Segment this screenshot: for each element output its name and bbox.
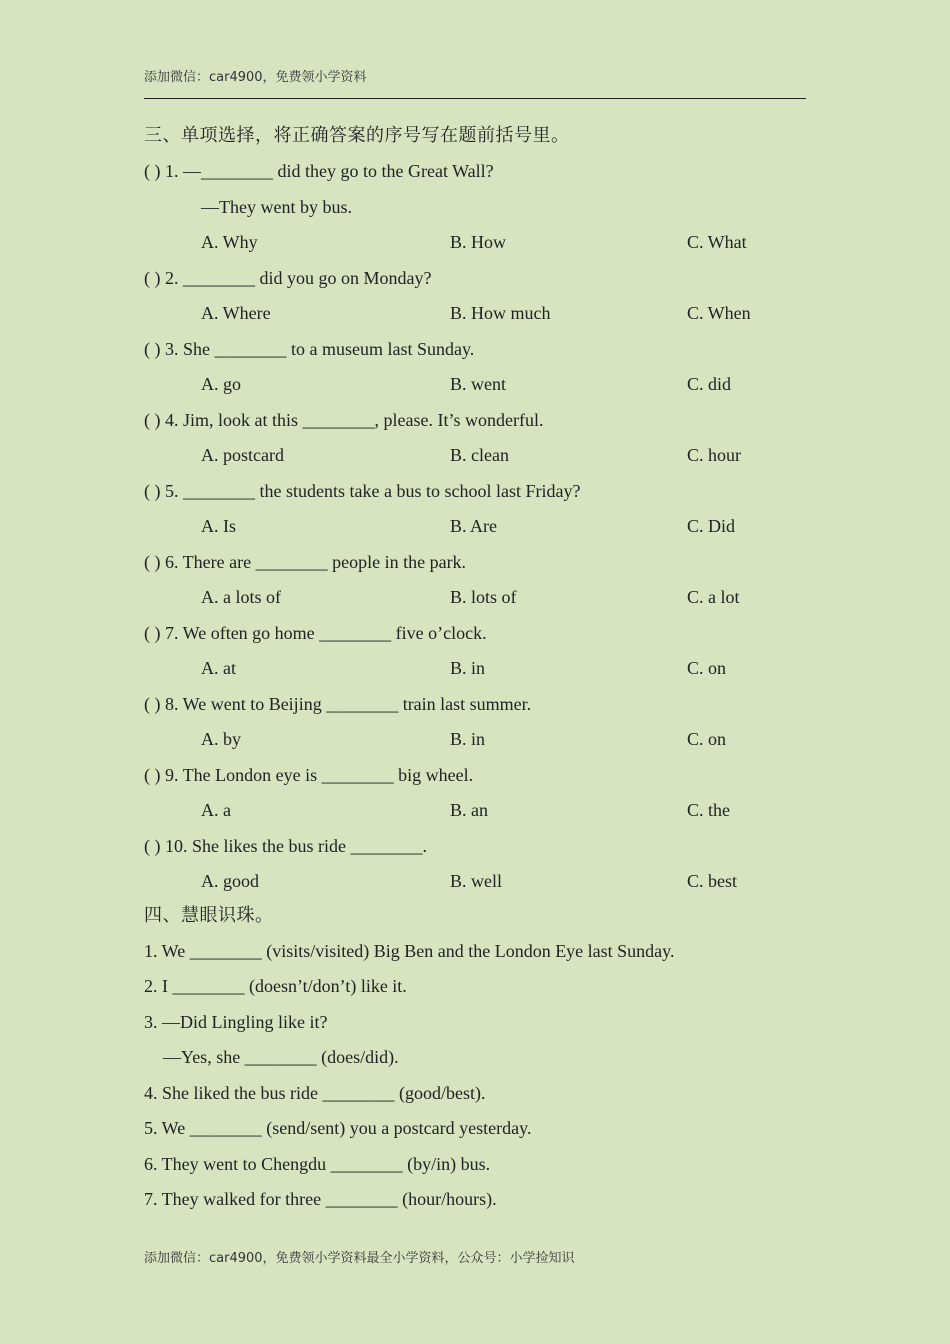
question-8-option-b: B. in <box>450 729 486 749</box>
question-10-option-a: A. good <box>201 871 259 891</box>
fill-item-7: 7. They walked for three ________ (hour/hours). <box>144 1189 497 1209</box>
question-1: ( ) 1. —________ did they go to the Great Wall? <box>144 161 494 181</box>
question-9-option-a: A. a <box>201 800 231 820</box>
question-8-option-a: A. by <box>201 729 241 749</box>
question-6-option-c: C. a lot <box>687 587 740 607</box>
question-2-option-c: C. When <box>687 303 751 323</box>
page-header: 添加微信：car4900，免费领小学资料 <box>144 70 367 85</box>
question-2-option-a: A. Where <box>201 303 271 323</box>
question-10-option-c: C. best <box>687 871 738 891</box>
question-9-option-c: C. the <box>687 800 730 820</box>
question-3-option-b: B. went <box>450 374 506 394</box>
question-4-option-b: B. clean <box>450 445 509 465</box>
question-5-option-a: A. Is <box>201 516 236 536</box>
fill-item-4: 4. She liked the bus ride ________ (good/best). <box>144 1083 486 1103</box>
fill-item-1: 1. We ________ (visits/visited) Big Ben and the London Eye last Sunday. <box>144 941 675 961</box>
question-3: ( ) 3. She ________ to a museum last Sunday. <box>144 339 475 359</box>
question-1-option-a: A. Why <box>201 232 258 252</box>
fill-item-2: 2. I ________ (doesn’t/don’t) like it. <box>144 976 407 996</box>
header-divider <box>144 98 806 99</box>
question-3-option-a: A. go <box>201 374 241 394</box>
question-7-option-a: A. at <box>201 658 236 678</box>
question-8: ( ) 8. We went to Beijing ________ train last summer. <box>144 694 532 714</box>
fill-item-6: 6. They went to Chengdu ________ (by/in) bus. <box>144 1154 491 1174</box>
question-1-option-b: B. How <box>450 232 507 252</box>
page-footer: 添加微信：car4900，免费领小学资料最全小学资料，公众号：小学捡知识 <box>144 1251 575 1266</box>
fill-item-5: 5. We ________ (send/sent) you a postcard yesterday. <box>144 1118 532 1138</box>
section-4-title: 四、慧眼识珠。 <box>144 905 274 926</box>
question-4: ( ) 4. Jim, look at this ________, please. It’s wonderful. <box>144 410 544 430</box>
question-5-option-c: C. Did <box>687 516 736 536</box>
question-5-option-b: B. Are <box>450 516 497 536</box>
fill-item-3-reply: —Yes, she ________ (does/did). <box>163 1047 399 1067</box>
question-4-option-a: A. postcard <box>201 445 284 465</box>
section-3-title: 三、单项选择，将正确答案的序号写在题前括号里。 <box>144 125 570 146</box>
question-5: ( ) 5. ________ the students take a bus to school last Friday? <box>144 481 581 501</box>
question-9-option-b: B. an <box>450 800 488 820</box>
question-9: ( ) 9. The London eye is ________ big wheel. <box>144 765 474 785</box>
question-7: ( ) 7. We often go home ________ five o’clock. <box>144 623 487 643</box>
question-10: ( ) 10. She likes the bus ride ________. <box>144 836 427 856</box>
fill-item-3: 3. —Did Lingling like it? <box>144 1012 328 1032</box>
question-6-option-a: A. a lots of <box>201 587 281 607</box>
question-2: ( ) 2. ________ did you go on Monday? <box>144 268 432 288</box>
question-6: ( ) 6. There are ________ people in the park. <box>144 552 467 572</box>
question-2-option-b: B. How much <box>450 303 551 323</box>
question-8-option-c: C. on <box>687 729 727 749</box>
question-7-option-c: C. on <box>687 658 727 678</box>
question-4-option-c: C. hour <box>687 445 741 465</box>
question-6-option-b: B. lots of <box>450 587 517 607</box>
question-7-option-b: B. in <box>450 658 486 678</box>
question-1-option-c: C. What <box>687 232 747 252</box>
question-1-reply: —They went by bus. <box>201 197 352 217</box>
question-10-option-b: B. well <box>450 871 502 891</box>
question-3-option-c: C. did <box>687 374 732 394</box>
